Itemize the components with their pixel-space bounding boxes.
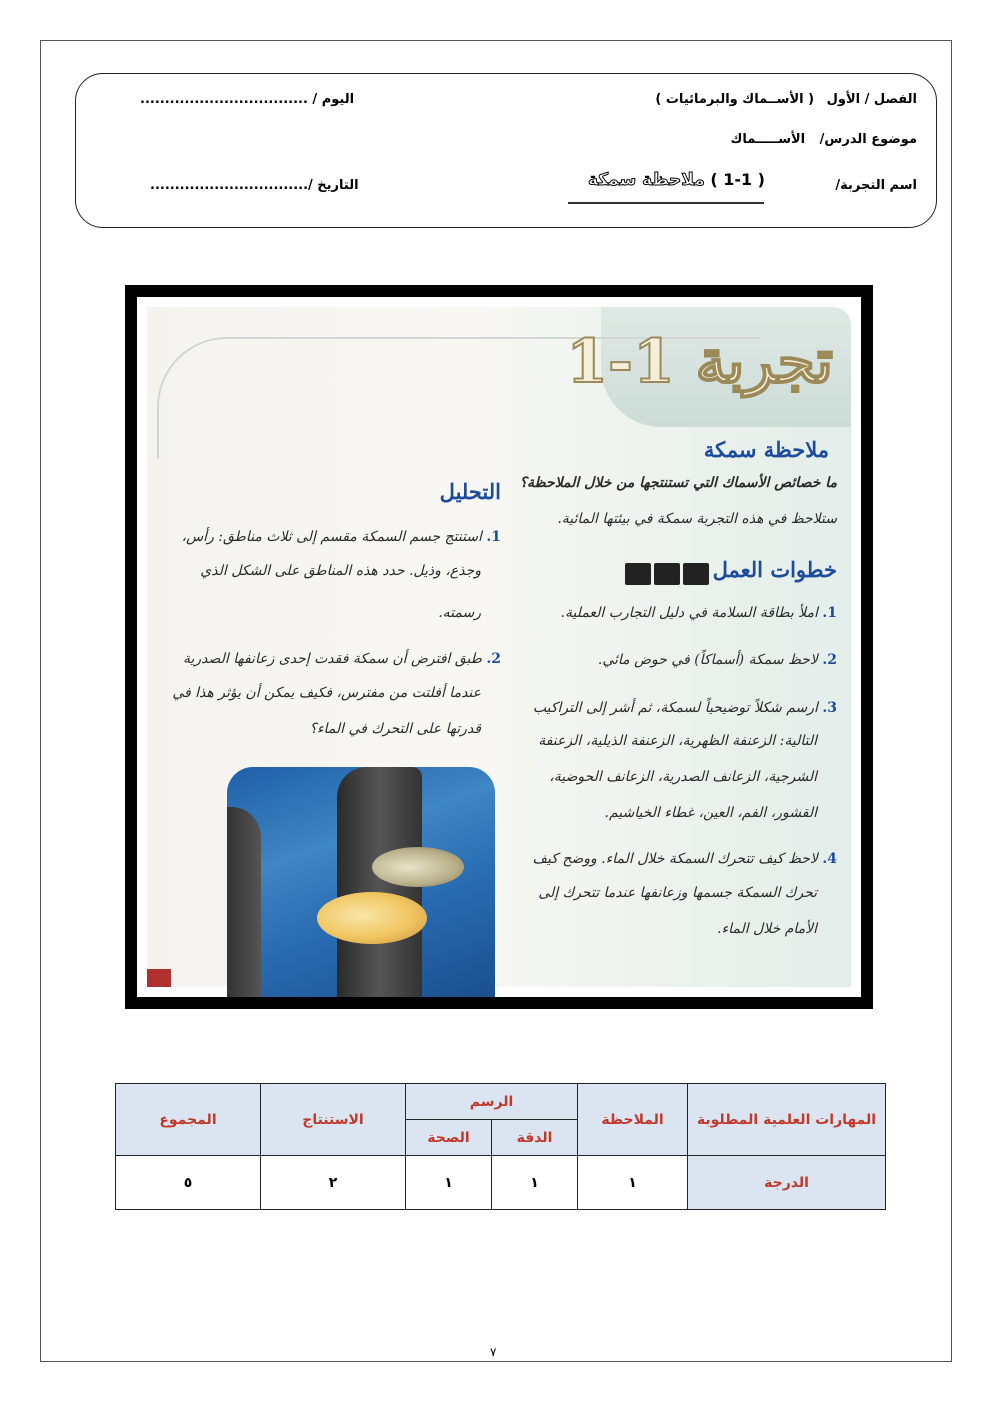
analysis-2-line-2: عندما أفلتت من مفترس، فكيف يمكن أن يؤثر هذا في xyxy=(172,685,481,701)
fish-photo xyxy=(227,767,495,997)
step-1: 1. املأ بطاقة السلامة في دليل التجارب العملية. xyxy=(560,605,837,621)
chapter-topic: ( الأســماك والبرمائيات ) xyxy=(655,92,815,107)
conclusion-header: الاستنتاج xyxy=(261,1084,406,1156)
correctness-value: ١ xyxy=(406,1156,492,1210)
step-4-line-2: تحرك السمكة جسمها وزعانفها عندما تتحرك إلى xyxy=(538,885,817,901)
title-underline xyxy=(568,202,764,204)
observation-value: ١ xyxy=(578,1156,688,1210)
date-field: التاريخ /................................ xyxy=(150,178,359,193)
textbook-panel xyxy=(147,307,851,987)
textbook-image-frame xyxy=(125,285,873,1009)
book-intro: ستلاحظ في هذه التجربة سمكة في بيئتها المائية. xyxy=(557,511,837,527)
book-question: ما خصائص الأسماك التي تستنتجها من خلال الملاحظة؟ xyxy=(519,475,837,491)
experiment-label: اسم التجربة/ xyxy=(835,178,917,193)
grading-table xyxy=(115,1083,886,1210)
total-header: المجموع xyxy=(116,1084,261,1156)
page-number: ٧ xyxy=(490,1345,497,1359)
analysis-heading: التحليل xyxy=(439,479,501,504)
step-4: 4. لاحظ كيف تتحرك السمكة خلال الماء. ووضح كيف xyxy=(532,851,837,867)
fish-grey xyxy=(372,847,464,887)
rock-left xyxy=(227,807,261,997)
lesson-line xyxy=(730,132,917,147)
conclusion-value: ٢ xyxy=(261,1156,406,1210)
skills-header: المهارات العلمية المطلوبة xyxy=(688,1084,886,1156)
experiment-title-text: ملاحظة سمكة xyxy=(587,170,705,190)
experiment-number: ( 1-1 ) xyxy=(710,170,765,189)
apron-icon xyxy=(654,563,680,585)
correctness-header: الصحة xyxy=(406,1120,492,1156)
step-3-line-4: القشور، الفم، العين، غطاء الخياشيم. xyxy=(604,805,817,821)
analysis-1: 1. استنتج جسم السمكة مقسم إلى ثلاث مناطق: رأس، xyxy=(181,529,501,545)
safety-icons xyxy=(625,563,715,585)
fish-yellow xyxy=(317,892,427,944)
step-2: 2. لاحظ سمكة (أسماكاً) في حوض مائي. xyxy=(597,652,837,668)
book-subtitle: ملاحظة سمكة xyxy=(703,437,829,462)
drawing-header: الرسم xyxy=(406,1084,578,1120)
day-field: اليوم / .................................. xyxy=(140,92,355,107)
textbook-image xyxy=(137,297,861,997)
grade-label: الدرجة xyxy=(688,1156,886,1210)
analysis-2: 2. طبق افترض أن سمكة فقدت إحدى زعانفها الصدرية xyxy=(183,651,501,667)
chapter-label: الفصل / الأول xyxy=(826,92,917,107)
corner-marker xyxy=(147,969,171,987)
hand-wash-icon xyxy=(683,563,709,585)
goggles-icon xyxy=(625,563,651,585)
accuracy-value: ١ xyxy=(492,1156,578,1210)
analysis-2-line-3: قدرتها على التحرك في الماء؟ xyxy=(309,721,481,737)
observation-header: الملاحظة xyxy=(578,1084,688,1156)
total-value: ٥ xyxy=(116,1156,261,1210)
procedure-heading: خطوات العمل xyxy=(712,557,837,582)
accuracy-header: الدقة xyxy=(492,1120,578,1156)
analysis-1-line-2: وجذع، وذيل. حدد هذه المناطق على الشكل الذي xyxy=(200,563,481,579)
step-3-line-2: التالية: الزعنفة الظهرية، الزعنفة الذيلية، الزعنفة xyxy=(538,733,817,749)
lesson-label: موضوع الدرس/ xyxy=(819,132,917,147)
step-3-line-3: الشرجية، الزعانف الصدرية، الزعانف الحوضية، xyxy=(549,769,817,785)
step-3: 3. ارسم شكلاً توضيحياً لسمكة، ثم أشر إلى التراكيب xyxy=(532,700,837,716)
lesson-value: الأســـــماك xyxy=(730,132,806,147)
step-4-line-3: الأمام خلال الماء. xyxy=(717,921,817,937)
analysis-1-line-3: رسمته. xyxy=(438,605,481,621)
book-big-title: تجربة 1-1 xyxy=(566,327,833,397)
experiment-title xyxy=(560,170,765,200)
chapter-line xyxy=(655,92,917,107)
